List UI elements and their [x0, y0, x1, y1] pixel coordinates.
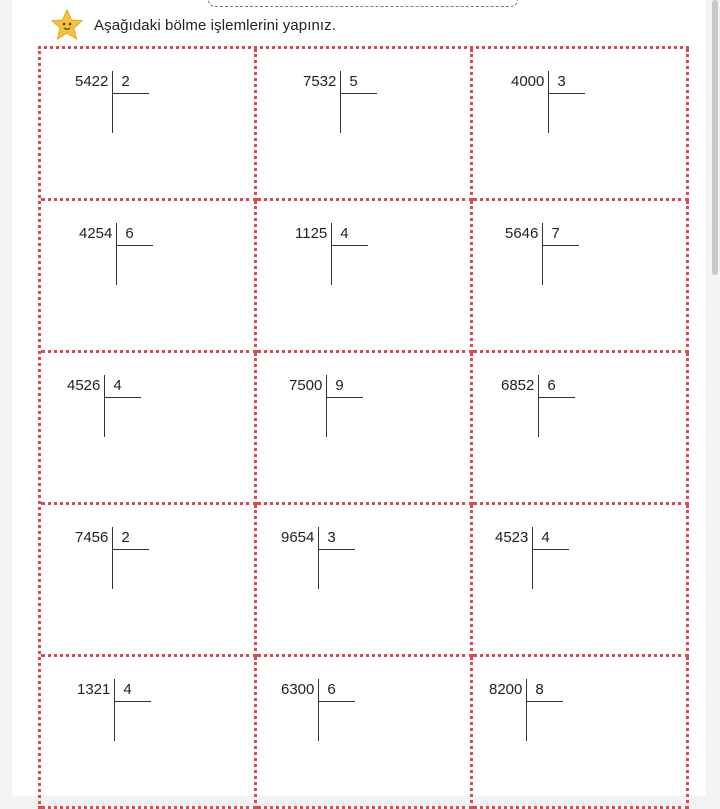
division-bracket — [542, 223, 579, 285]
problem-cell — [41, 201, 257, 353]
divisor: 5 — [349, 73, 358, 90]
problem-cell — [473, 201, 689, 353]
problem-cell — [257, 201, 473, 353]
divisor: 6 — [125, 225, 134, 242]
division-bracket — [112, 527, 149, 589]
dividend: 7532 — [303, 73, 337, 90]
division-problem — [505, 223, 579, 285]
divisor: 3 — [557, 73, 566, 90]
divisor: 9 — [335, 377, 344, 394]
division-bracket — [340, 71, 377, 133]
division-problem — [511, 71, 585, 133]
divisor: 3 — [327, 529, 336, 546]
dividend: 7500 — [289, 377, 323, 394]
division-bracket — [548, 71, 585, 133]
division-bracket — [331, 223, 368, 285]
division-problem — [67, 375, 141, 437]
problem-cell — [41, 49, 257, 201]
problem-cell — [41, 353, 257, 505]
worksheet-page — [12, 0, 706, 796]
divisor: 4 — [340, 225, 349, 242]
division-problem — [79, 223, 153, 285]
division-bracket — [538, 375, 575, 437]
star-icon — [50, 8, 84, 42]
division-problem — [295, 223, 368, 285]
division-problem — [77, 679, 151, 741]
division-problem — [495, 527, 569, 589]
dividend: 1125 — [295, 225, 328, 242]
problem-cell — [473, 353, 689, 505]
divisor: 2 — [121, 73, 130, 90]
division-bracket — [112, 71, 149, 133]
problem-cell — [257, 657, 473, 809]
worksheet-header — [50, 8, 336, 42]
divisor: 7 — [551, 225, 560, 242]
dividend: 6852 — [501, 377, 535, 394]
divisor: 4 — [113, 377, 122, 394]
problem-cell — [41, 505, 257, 657]
problem-cell — [473, 657, 689, 809]
dividend: 4254 — [79, 225, 113, 242]
divisor: 8 — [535, 681, 544, 698]
division-problem — [289, 375, 363, 437]
dividend: 4000 — [511, 73, 545, 90]
scrollbar-thumb[interactable] — [712, 0, 718, 275]
division-problem — [501, 375, 575, 437]
division-problem — [281, 679, 355, 741]
division-bracket — [114, 679, 151, 741]
division-problem — [75, 527, 149, 589]
division-problem — [281, 527, 355, 589]
problem-cell — [473, 49, 689, 201]
division-bracket — [526, 679, 563, 741]
dividend: 7456 — [75, 529, 109, 546]
problem-cell — [257, 49, 473, 201]
division-grid — [38, 46, 689, 809]
dividend: 1321 — [77, 681, 111, 698]
division-bracket — [116, 223, 153, 285]
dividend: 4523 — [495, 529, 529, 546]
division-problem — [303, 71, 377, 133]
dividend: 4526 — [67, 377, 101, 394]
division-bracket — [326, 375, 363, 437]
instruction-text: Aşağıdaki bölme işlemlerini yapınız. — [94, 16, 337, 34]
divisor: 4 — [123, 681, 132, 698]
dividend: 9654 — [281, 529, 315, 546]
dashed-name-box — [208, 0, 518, 7]
problem-cell — [257, 353, 473, 505]
problem-cell — [473, 505, 689, 657]
divisor: 4 — [541, 529, 550, 546]
divisor: 6 — [327, 681, 336, 698]
dividend: 8200 — [489, 681, 523, 698]
division-bracket — [318, 679, 355, 741]
division-problem — [75, 71, 149, 133]
division-bracket — [104, 375, 141, 437]
division-bracket — [532, 527, 569, 589]
division-bracket — [318, 527, 355, 589]
dividend: 6300 — [281, 681, 315, 698]
problem-cell — [257, 505, 473, 657]
division-problem — [489, 679, 563, 741]
dividend: 5646 — [505, 225, 539, 242]
problem-cell — [41, 657, 257, 809]
divisor: 2 — [121, 529, 130, 546]
divisor: 6 — [547, 377, 556, 394]
dividend: 5422 — [75, 73, 109, 90]
